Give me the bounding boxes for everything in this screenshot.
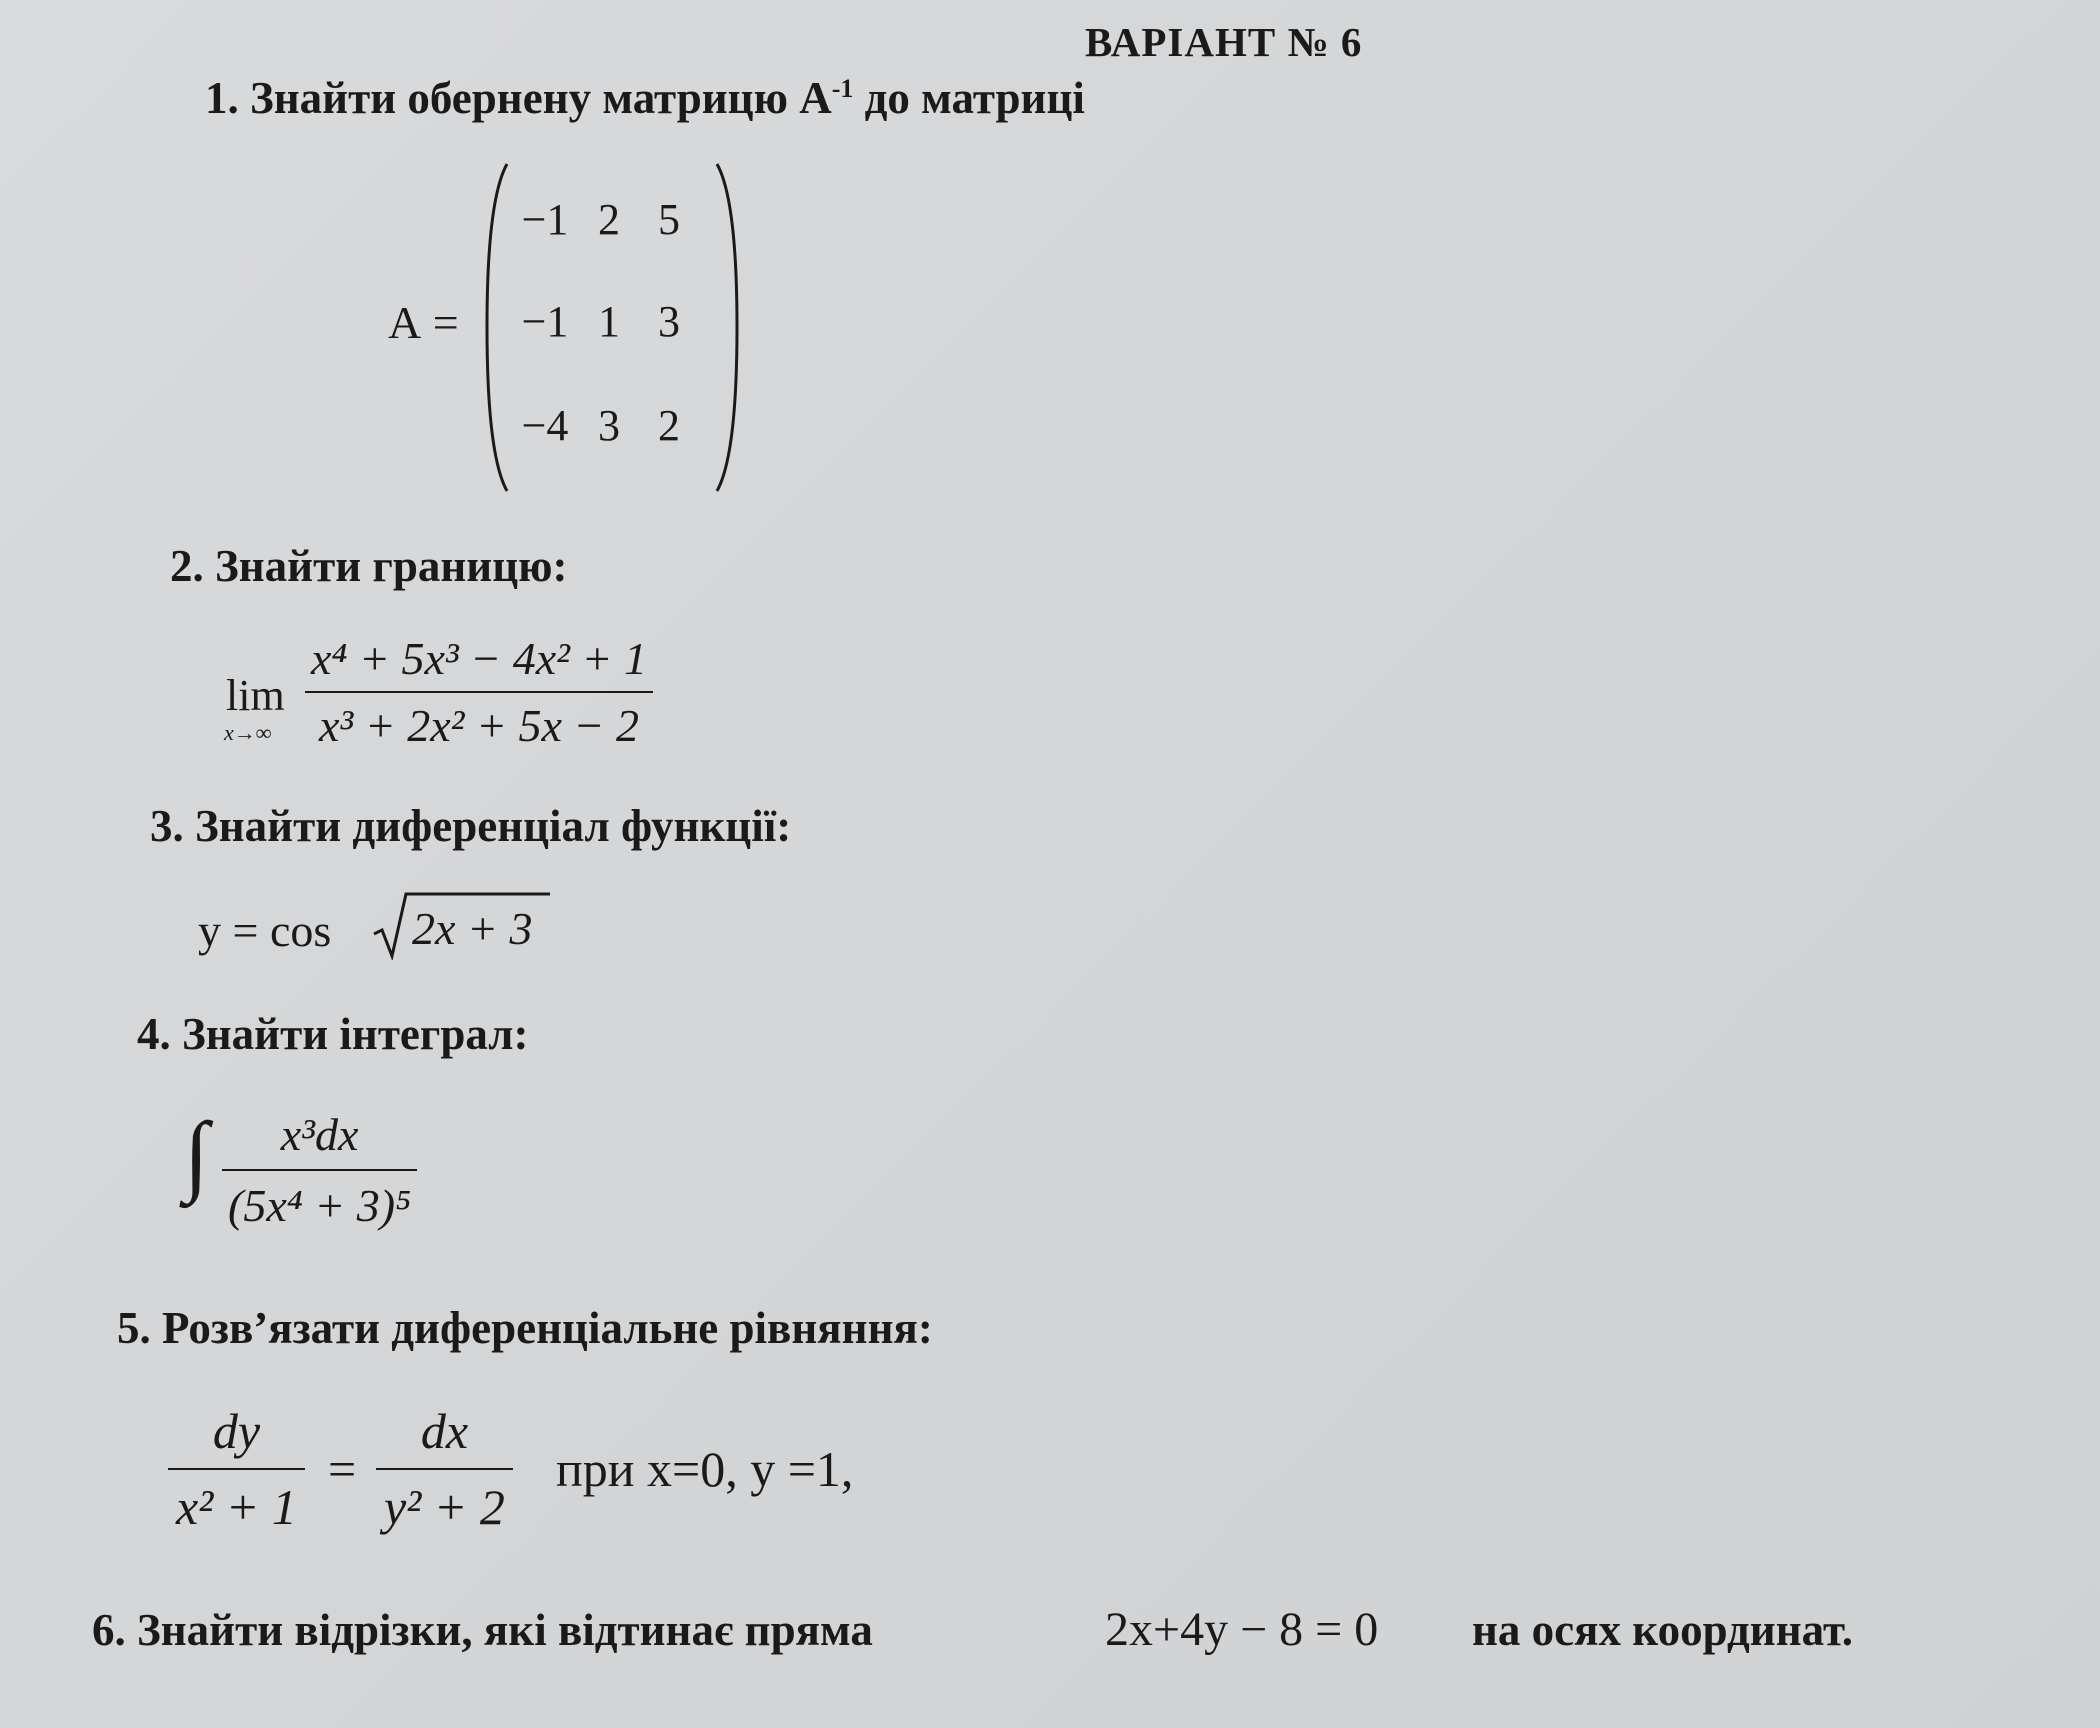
ode-right-numerator: dx: [420, 1403, 469, 1459]
matrix-cell: −1: [521, 195, 569, 244]
task-1-text: 1. Знайти обернену матрицю А: [205, 73, 832, 123]
ode-equals: =: [328, 1441, 357, 1497]
matrix-name: А =: [388, 297, 459, 348]
task-6-tail: на осях координат.: [1472, 1605, 1853, 1655]
matrix-cell: 5: [658, 195, 680, 244]
integral-sign: ∫: [184, 1105, 209, 1204]
limit-operator: lim: [226, 671, 285, 720]
matrix-cell: −1: [521, 297, 569, 346]
task-4-label: 4. Знайти інтеграл:: [137, 1009, 529, 1059]
limit-numerator: x⁴ + 5x³ − 4x² + 1: [311, 633, 647, 684]
matrix-cell: 2: [658, 401, 680, 450]
matrix-cell: −4: [521, 401, 569, 450]
matrix-cell: 3: [658, 297, 680, 346]
integral-denominator: (5x⁴ + 3)⁵: [228, 1180, 412, 1231]
ode-left-denominator: x² + 1: [176, 1479, 297, 1535]
task-1-tail: до матриці: [864, 73, 1085, 123]
matrix-cell: 1: [598, 297, 620, 346]
sqrt-radicand: 2x + 3: [412, 903, 533, 954]
task-3-label: 3. Знайти диференціал функції:: [150, 801, 792, 851]
matrix-cell: 3: [598, 401, 620, 450]
line-equation: 2x+4y − 8 = 0: [1105, 1603, 1379, 1656]
task-5-label: 5. Розв’язати диференціальне рівняння:: [117, 1303, 933, 1353]
integral-numerator: x³dx: [280, 1109, 359, 1160]
ode-right-denominator: y² + 2: [384, 1479, 505, 1535]
ode-left-numerator: dy: [212, 1403, 261, 1459]
ode-initial-condition: при x=0, y =1,: [556, 1441, 854, 1497]
function-lhs: y = cos: [198, 905, 332, 956]
matrix-cell: 2: [598, 195, 620, 244]
limit-denominator: x³ + 2x² + 5x − 2: [318, 700, 639, 751]
matrix-a: [485, 160, 740, 495]
integral-fraction: [222, 1108, 417, 1232]
task-6-label: 6. Знайти відрізки, які відтинає пряма: [92, 1605, 873, 1655]
task-2-label: 2. Знайти границю:: [170, 541, 568, 591]
page-title: ВАРІАНТ № 6: [1085, 19, 1363, 65]
ode-right-fraction: [376, 1402, 513, 1536]
inverse-superscript: -1: [831, 74, 854, 103]
limit-fraction: [305, 632, 653, 752]
task-1-label: [205, 72, 1085, 124]
ode-left-fraction: [168, 1402, 305, 1536]
limit-subscript: x→∞: [224, 720, 272, 745]
